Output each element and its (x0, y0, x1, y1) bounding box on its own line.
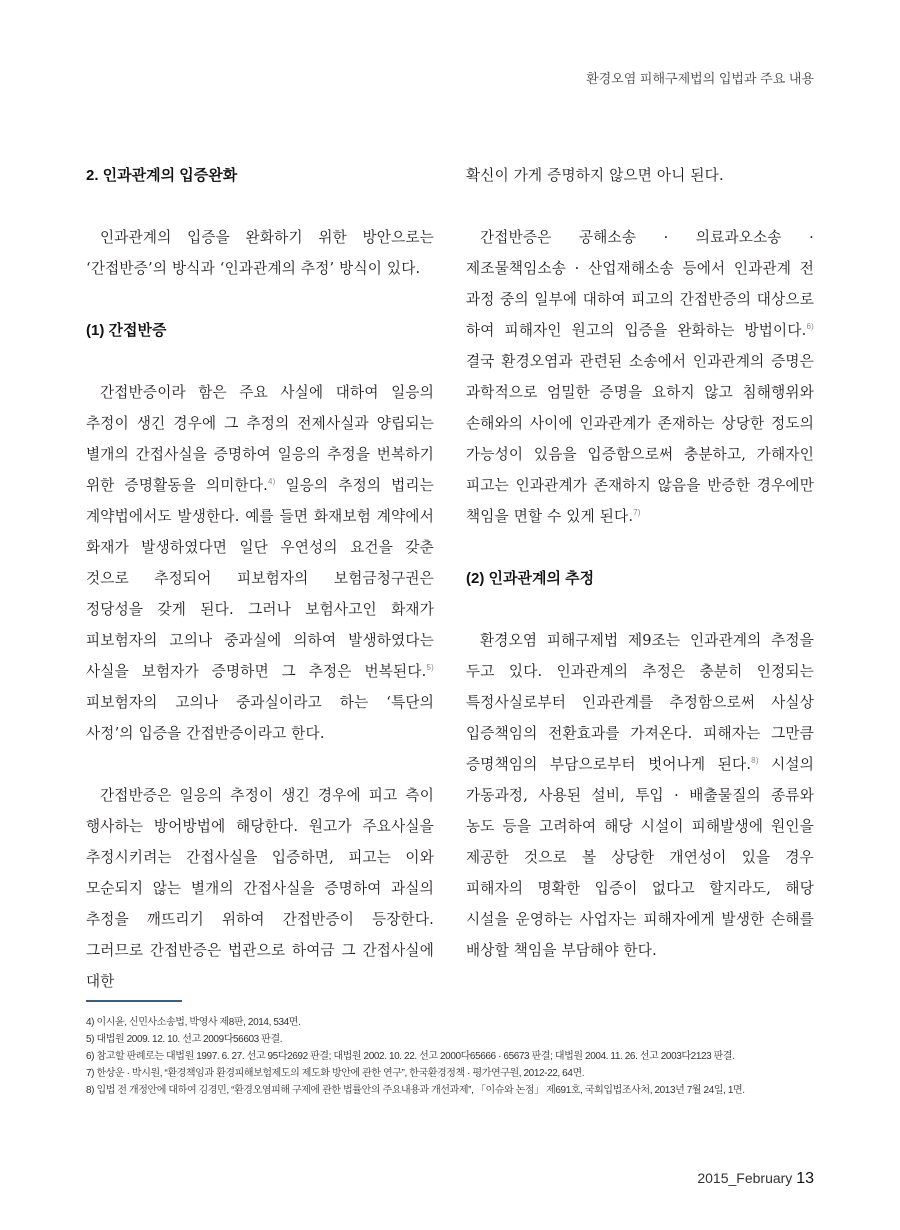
page-footer (697, 1170, 814, 1188)
right-column (466, 160, 814, 966)
footnote-ref-8[interactable]: 8) (751, 756, 759, 766)
issue-label: 2015_February (697, 1170, 793, 1186)
paragraph-text: 간접반증이라 함은 주요 사실에 대하여 일응의 추정이 생긴 경우에 그 추정의 전제사실과 양립되는 별개의 간접사실을 증명하여 일응의 추정을 번복하기 위한 증명활동을 의미한다. (86, 384, 434, 494)
footnote-ref-6[interactable]: 6) (806, 322, 814, 332)
footnote-7: 7) 한상운 · 박시원, “환경책임과 환경피해보험제도의 제도화 방안에 관한 연구”, 한국환경정책 · 평가연구원, 2012-22, 64면. (86, 1068, 585, 1079)
paragraph-text: 결국 환경오염과 관련된 소송에서 인과관계의 증명은 과학적으로 엄밀한 증명을 요하지 않고 침해행위와 손해와의 사이에 인과관계가 존재하는 상당한 정도의 가능성이 있음을 입증함으로써 충분하고, 가해자인 피고는 인과관계가 존재하지 않음을 반증한 경우에만 책임을 면할 수 있게 된다. (466, 353, 814, 525)
paragraph-text: 환경오염 피해구제법 제9조는 인과관계의 추정을 두고 있다. 인과관계의 추정은 충분히 인정되는 특정사실로부터 인과관계를 추정함으로써 사실상 입증책임의 전환효과를 가져온다. 피해자는 그만큼 증명책임의 부담으로부터 벗어나게 된다. (466, 632, 814, 773)
subsection-title-causation-presumption: (2) 인과관계의 추정 (466, 570, 595, 587)
subsection-title-indirect-counterproof: (1) 간접반증 (86, 322, 167, 339)
footnote-divider (86, 1000, 182, 1002)
left-column (86, 160, 434, 997)
footnote-8: 8) 입법 전 개정안에 대하여 김경민, “환경오염피해 구제에 관한 법률안의 주요내용과 개선과제”, 「이슈와 논점」 제691호, 국회입법조사처, 2013년 7월 24일, 1면. (86, 1085, 745, 1096)
footnote-ref-5[interactable]: 5) (426, 663, 434, 673)
intro-paragraph: 인과관계의 입증을 완화하기 위한 방안으로는 ‘간접반증’의 방식과 ‘인과관계의 추정’ 방식이 있다. (86, 229, 434, 277)
footnotes (86, 1014, 826, 1099)
footnote-ref-7[interactable]: 7) (633, 508, 641, 518)
footnote-ref-4[interactable]: 4) (268, 477, 276, 487)
paragraph-pollution-litigation (466, 222, 814, 532)
section-title: 2. 인과관계의 입증완화 (86, 167, 238, 184)
page-number: 13 (796, 1170, 814, 1187)
paragraph-text: 시설의 가동과정, 사용된 설비, 투입 · 배출물질의 종류와 농도 등을 고려하여 해당 시설이 피해발생에 원인을 제공한 것으로 볼 상당한 개연성이 있을 경우 피해자의 명확한 입증이 없다고 할지라도, 해당 시설을 운영하는 사업자는 피해자에게 발생한 손해를 배상할 책임을 부담해야 한다. (466, 756, 815, 959)
paragraph-indirect-counterproof-definition (86, 377, 434, 749)
paragraph-continuation: 확신이 가게 증명하지 않으면 아니 된다. (466, 167, 724, 184)
paragraph-text: 간접반증은 공해소송 · 의료과오소송 · 제조물책임소송 · 산업재해소송 등에서 인과관계 전 과정 중의 일부에 대하여 피고의 간접반증의 대상으로 하여 피해자인 원고의 입증을 완화하는 방법이다. (466, 229, 814, 339)
paragraph-text: 일응의 추정의 법리는 계약법에서도 발생한다. 예를 들면 화재보험 계약에서 화재가 발생하였다면 일단 우연성의 요건을 갖춘 것으로 추정되어 피보험자의 보험금청구권은 정당성을 갖게 된다. 그러나 보험사고인 화재가 피보험자의 고의나 중과실에 의하여 발생하였다는 사실을 보험자가 증명하면 그 추정은 번복된다. (86, 477, 435, 680)
footnote-5: 5) 대법원 2009. 12. 10. 선고 2009다56603 판결. (86, 1034, 283, 1045)
footnote-6: 6) 참고할 판례로는 대법원 1997. 6. 27. 선고 95다2692 판결; 대법원 2002. 10. 22. 선고 2000다65666 · 65673 판결; 대법원 2004. 11. 26. 선고 2003다2123 판결. (86, 1051, 735, 1062)
paragraph-causation-presumption (466, 625, 814, 966)
paragraph-text: 피보험자의 고의나 중과실이라고 하는 ‘특단의 사정’의 입증을 간접반증이라고 한다. (86, 694, 434, 742)
paragraph-defense-method: 간접반증은 일응의 추정이 생긴 경우에 피고 측이 행사하는 방어방법에 해당한다. 원고가 주요사실을 추정시키려는 간접사실을 입증하면, 피고는 이와 모순되지 않는 별개의 간접사실을 증명하여 과실의 추정을 깨뜨리기 위하여 간접반증이 등장한다. 그러므로 간접반증은 법관으로 하여금 그 간접사실에 대한 (86, 787, 434, 990)
running-header: 환경오염 피해구제법의 입법과 주요 내용 (586, 71, 814, 86)
footnote-4: 4) 이시윤, 신민사소송법, 박영사 제8판, 2014, 534면. (86, 1017, 301, 1028)
